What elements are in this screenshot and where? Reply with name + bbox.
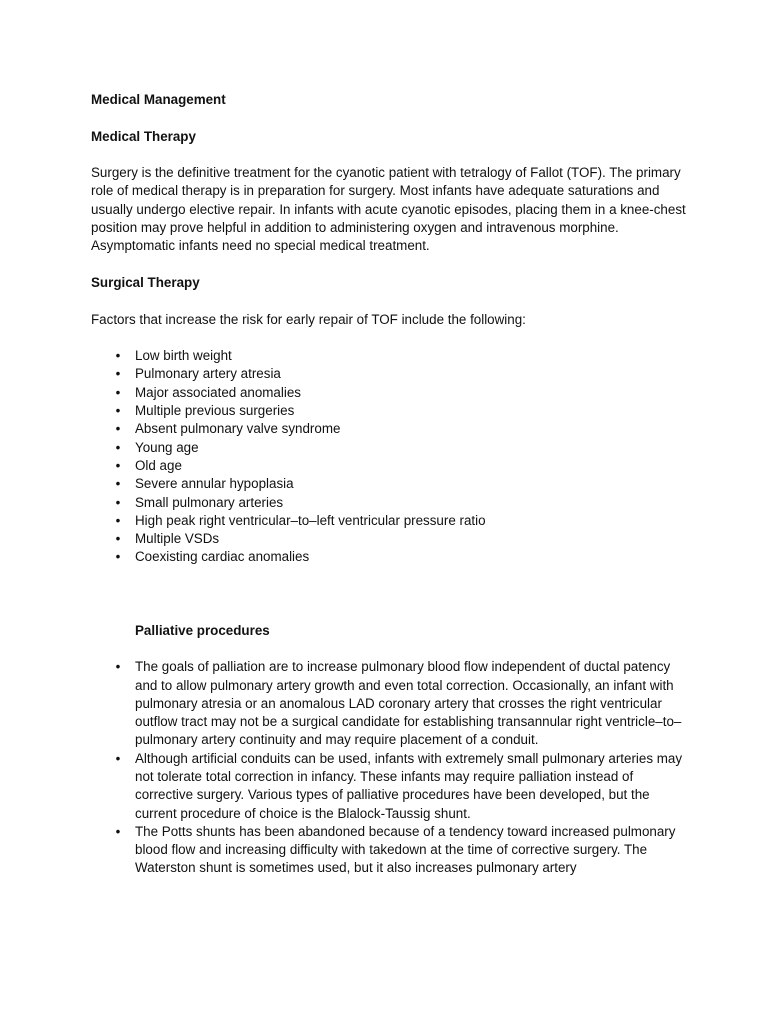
list-item: • Multiple previous surgeries: [91, 402, 691, 420]
list-item: • Although artificial conduits can be used, infants with extremely small pulmonary arteries may not tolerate total correction in infancy. These infants may require palliation instead of corrective surgery. Various types of palliative procedures have been developed, but the current procedure of choice is the Blalock-Taussig shunt.: [91, 750, 691, 823]
heading-palliative-procedures: Palliative procedures: [135, 622, 270, 638]
bullet-icon: •: [115, 348, 121, 364]
risk-factors-intro: Factors that increase the risk for early repair of TOF include the following:: [91, 311, 526, 327]
list-item: • Young age: [91, 439, 691, 457]
list-item: • Multiple VSDs: [91, 530, 691, 548]
bullet-icon: •: [115, 750, 121, 766]
list-item: • Absent pulmonary valve syndrome: [91, 420, 691, 438]
list-item: • Coexisting cardiac anomalies: [91, 548, 691, 566]
palliative-list: [91, 658, 691, 878]
bullet-icon: •: [115, 549, 121, 565]
bullet-icon: •: [115, 439, 121, 455]
list-item: • Small pulmonary arteries: [91, 494, 691, 512]
bullet-icon: •: [115, 531, 121, 547]
bullet-icon: •: [115, 659, 121, 675]
medical-therapy-paragraph: Surgery is the definitive treatment for the cyanotic patient with tetralogy of Fallot (TOF). The primary role of medical therapy is in preparation for surgery. Most infants have adequate saturations and usually undergo elective repair. In infants with acute cyanotic episodes, placing them in a knee-chest position may prove helpful in addition to administering oxygen and intravenous morphine. Asymptomatic infants need no special medical treatment.: [91, 165, 686, 254]
document-page: [91, 91, 691, 878]
bullet-icon: •: [115, 823, 121, 839]
heading-medical-management: Medical Management: [91, 92, 226, 107]
heading-medical-therapy: Medical Therapy: [91, 128, 196, 144]
bullet-icon: •: [115, 366, 121, 382]
bullet-icon: •: [115, 457, 121, 473]
list-item: • The Potts shunts has been abandoned because of a tendency toward increased pulmonary blood flow and increasing difficulty with takedown at the time of corrective surgery. The Waterston shunt is sometimes used, but it also increases pulmonary artery: [91, 823, 691, 878]
bullet-icon: •: [115, 384, 121, 400]
bullet-icon: •: [115, 512, 121, 528]
list-item: • High peak right ventricular–to–left ventricular pressure ratio: [91, 512, 691, 530]
list-item: • Severe annular hypoplasia: [91, 475, 691, 493]
heading-surgical-therapy: Surgical Therapy: [91, 274, 200, 290]
list-item: • Old age: [91, 457, 691, 475]
list-item: • The goals of palliation are to increase pulmonary blood flow independent of ductal patency and to allow pulmonary artery growth and even total correction. Occasionally, an infant with pulmonary atresia or an anomalous LAD coronary artery that crosses the right ventricular outflow tract may not be a surgical candidate for establishing transannular right ventricle–to–pulmonary artery continuity and may require placement of a conduit.: [91, 658, 691, 749]
list-item: • Major associated anomalies: [91, 384, 691, 402]
risk-factors-list: [91, 347, 691, 567]
list-item: • Low birth weight: [91, 347, 691, 365]
bullet-icon: •: [115, 421, 121, 437]
bullet-icon: •: [115, 403, 121, 419]
bullet-icon: •: [115, 494, 121, 510]
list-item: • Pulmonary artery atresia: [91, 365, 691, 383]
bullet-icon: •: [115, 476, 121, 492]
